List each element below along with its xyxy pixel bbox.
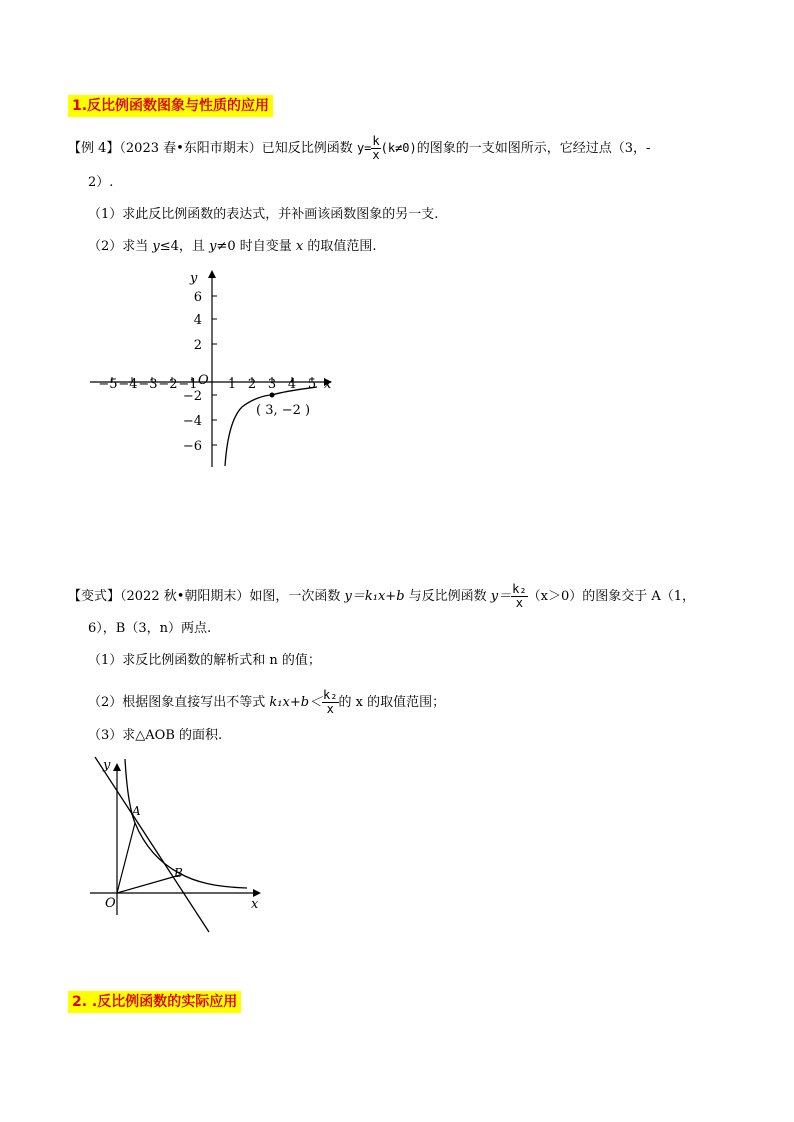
y-tick-label: 2	[193, 338, 202, 353]
example-statement-tail: 的图象的一支如图所示，它经过点（3，-	[416, 141, 651, 156]
origin-label: O	[105, 896, 116, 911]
variant-question-2: （2）根据图象直接写出不等式 k₁x+b＜ $\frac{\text{k₂}}{x}$ 的 x 的取值范围；	[88, 688, 446, 716]
point-b-label: B	[174, 866, 183, 880]
y-tick-label: −2	[182, 389, 202, 404]
y-tick-label: 6	[193, 290, 202, 305]
fraction-k-over-x: $\frac{k}{x}$	[372, 134, 380, 162]
intersection-graph-2	[85, 755, 270, 935]
example-4-line2: 2）.	[88, 175, 114, 190]
x-tick-label: 1	[227, 377, 237, 392]
y-tick-label: −6	[182, 439, 202, 454]
x-tick-label: 3	[267, 377, 277, 392]
example-4-question-1: （1）求此反比例函数的表达式，并补画该函数图象的另一支.	[88, 207, 439, 222]
example-label: 【例 4】	[68, 141, 120, 156]
k-condition: (k≠0)	[380, 141, 417, 155]
y-axis-label: y	[103, 758, 111, 773]
example-source: （2023 春•东阳市期末）已知反比例函数	[119, 141, 357, 156]
y-tick-label: −4	[182, 414, 202, 429]
x-tick-label: −3	[138, 377, 158, 392]
example-4-question-2: （2）求当 y≤4，且 y≠0 时自变量 x 的取值范围.	[88, 239, 377, 254]
x-tick-label: −4	[118, 377, 138, 392]
hyperbola-branch	[225, 387, 317, 466]
origin-label: O	[198, 373, 209, 388]
example-4-statement	[68, 135, 650, 162]
hyperbola-graph-1	[80, 262, 350, 477]
fraction-k2-over-x: $\frac{\text{k₂}}{x}$	[512, 582, 527, 610]
point-a-label: A	[132, 804, 141, 818]
x-tick-label: −2	[158, 377, 178, 392]
y-axis-label: y	[190, 271, 198, 286]
x-tick-label: −5	[98, 377, 118, 392]
x-axis-label: x	[324, 377, 332, 392]
x-tick-label: 2	[247, 377, 257, 392]
y-tick-label: 4	[193, 313, 202, 328]
x-tick-label: 5	[307, 377, 317, 392]
variant-line2: 6），B（3，n）两点.	[88, 621, 212, 636]
section-heading-1: 1.反比例函数图象与性质的应用	[68, 95, 273, 117]
hyperbola-curve	[125, 759, 247, 888]
x-axis-label: x	[251, 897, 259, 912]
x-tick-label: −1	[178, 377, 198, 392]
point-3-neg2	[270, 393, 275, 398]
function-y: y=	[356, 141, 372, 155]
variant-question-1: （1）求反比例函数的解析式和 n 的值；	[88, 653, 321, 668]
linear-function: y＝k₁x+b	[344, 589, 405, 604]
fraction-k2-over-x-inequality: $\frac{\text{k₂}}{x}$	[323, 688, 338, 716]
variant-statement: 【变式】（2022 秋•朝阳期末）如图，一次函数 y＝k₁x+b 与反比例函数 y＝ $\frac{\text{k₂}}{x}$ （x＞0）的图象交于 A（1，	[68, 582, 696, 610]
variant-question-3: （3）求△AOB 的面积.	[88, 728, 223, 743]
variant-label: 【变式】	[68, 589, 121, 604]
point-label: ( 3, −2 )	[256, 403, 311, 418]
section-heading-2: 2. .反比例函数的实际应用	[68, 991, 241, 1013]
x-tick-label: 4	[287, 377, 297, 392]
